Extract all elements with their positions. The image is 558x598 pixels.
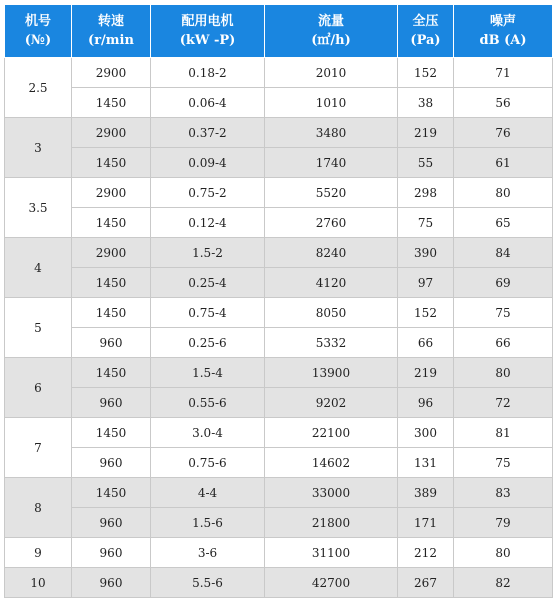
model-cell: 10 bbox=[5, 568, 72, 598]
table-row bbox=[5, 268, 553, 298]
header-model bbox=[5, 5, 72, 58]
model-cell: 5 bbox=[5, 298, 72, 358]
speed-cell: 960 bbox=[72, 568, 151, 598]
pressure-cell: 96 bbox=[398, 388, 454, 418]
table-row bbox=[5, 538, 553, 568]
fan-spec-table bbox=[4, 4, 553, 598]
motor-cell: 4-4 bbox=[151, 478, 265, 508]
model-cell: 8 bbox=[5, 478, 72, 538]
speed-cell: 1450 bbox=[72, 298, 151, 328]
motor-cell: 0.75-4 bbox=[151, 298, 265, 328]
flow-cell: 31100 bbox=[265, 538, 398, 568]
model-cell: 7 bbox=[5, 418, 72, 478]
header-pressure-unit: (Pa) bbox=[410, 33, 441, 48]
speed-cell: 1450 bbox=[72, 148, 151, 178]
speed-cell: 2900 bbox=[72, 178, 151, 208]
speed-cell: 2900 bbox=[72, 118, 151, 148]
table-row bbox=[5, 298, 553, 328]
speed-cell: 1450 bbox=[72, 418, 151, 448]
noise-cell: 72 bbox=[454, 388, 553, 418]
speed-cell: 2900 bbox=[72, 238, 151, 268]
table-row bbox=[5, 88, 553, 118]
noise-cell: 56 bbox=[454, 88, 553, 118]
flow-cell: 14602 bbox=[265, 448, 398, 478]
speed-cell: 1450 bbox=[72, 478, 151, 508]
flow-cell: 8050 bbox=[265, 298, 398, 328]
speed-cell: 960 bbox=[72, 328, 151, 358]
table-body bbox=[5, 58, 553, 598]
table-row bbox=[5, 388, 553, 418]
speed-cell: 1450 bbox=[72, 268, 151, 298]
speed-cell: 1450 bbox=[72, 208, 151, 238]
flow-cell: 33000 bbox=[265, 478, 398, 508]
speed-cell: 2900 bbox=[72, 58, 151, 88]
table-row bbox=[5, 238, 553, 268]
motor-cell: 0.37-2 bbox=[151, 118, 265, 148]
header-speed-name: 转速 bbox=[97, 14, 124, 29]
header-motor bbox=[151, 5, 265, 58]
flow-cell: 5520 bbox=[265, 178, 398, 208]
flow-cell: 42700 bbox=[265, 568, 398, 598]
model-cell: 3.5 bbox=[5, 178, 72, 238]
table-row bbox=[5, 58, 553, 88]
pressure-cell: 171 bbox=[398, 508, 454, 538]
motor-cell: 5.5-6 bbox=[151, 568, 265, 598]
model-cell: 6 bbox=[5, 358, 72, 418]
header-row bbox=[5, 5, 553, 58]
pressure-cell: 389 bbox=[398, 478, 454, 508]
flow-cell: 21800 bbox=[265, 508, 398, 538]
flow-cell: 9202 bbox=[265, 388, 398, 418]
pressure-cell: 390 bbox=[398, 238, 454, 268]
speed-cell: 960 bbox=[72, 538, 151, 568]
table-row bbox=[5, 358, 553, 388]
pressure-cell: 131 bbox=[398, 448, 454, 478]
header-flow-unit: (㎡/h) bbox=[311, 33, 351, 48]
noise-cell: 81 bbox=[454, 418, 553, 448]
noise-cell: 84 bbox=[454, 238, 553, 268]
header-model-unit: (№) bbox=[24, 33, 52, 48]
pressure-cell: 97 bbox=[398, 268, 454, 298]
noise-cell: 71 bbox=[454, 58, 553, 88]
flow-cell: 22100 bbox=[265, 418, 398, 448]
noise-cell: 76 bbox=[454, 118, 553, 148]
header-pressure-name: 全压 bbox=[412, 14, 439, 29]
table-row bbox=[5, 478, 553, 508]
motor-cell: 0.55-6 bbox=[151, 388, 265, 418]
pressure-cell: 152 bbox=[398, 58, 454, 88]
pressure-cell: 212 bbox=[398, 538, 454, 568]
speed-cell: 1450 bbox=[72, 358, 151, 388]
table-row bbox=[5, 148, 553, 178]
model-cell: 2.5 bbox=[5, 58, 72, 118]
header-motor-unit: (kW -P) bbox=[179, 33, 236, 48]
speed-cell: 960 bbox=[72, 388, 151, 418]
noise-cell: 80 bbox=[454, 178, 553, 208]
pressure-cell: 66 bbox=[398, 328, 454, 358]
flow-cell: 3480 bbox=[265, 118, 398, 148]
noise-cell: 75 bbox=[454, 298, 553, 328]
noise-cell: 65 bbox=[454, 208, 553, 238]
pressure-cell: 219 bbox=[398, 358, 454, 388]
table-row bbox=[5, 568, 553, 598]
motor-cell: 0.25-4 bbox=[151, 268, 265, 298]
noise-cell: 83 bbox=[454, 478, 553, 508]
table-row bbox=[5, 328, 553, 358]
header-model-name: 机号 bbox=[24, 14, 51, 29]
motor-cell: 0.25-6 bbox=[151, 328, 265, 358]
motor-cell: 0.12-4 bbox=[151, 208, 265, 238]
speed-cell: 960 bbox=[72, 448, 151, 478]
header-noise-unit: dB (A) bbox=[479, 33, 527, 48]
model-cell: 9 bbox=[5, 538, 72, 568]
noise-cell: 66 bbox=[454, 328, 553, 358]
pressure-cell: 300 bbox=[398, 418, 454, 448]
speed-cell: 1450 bbox=[72, 88, 151, 118]
header-motor-name: 配用电机 bbox=[181, 14, 234, 29]
noise-cell: 80 bbox=[454, 538, 553, 568]
noise-cell: 82 bbox=[454, 568, 553, 598]
table-row bbox=[5, 508, 553, 538]
flow-cell: 13900 bbox=[265, 358, 398, 388]
motor-cell: 1.5-2 bbox=[151, 238, 265, 268]
motor-cell: 0.18-2 bbox=[151, 58, 265, 88]
header-speed bbox=[72, 5, 151, 58]
flow-cell: 8240 bbox=[265, 238, 398, 268]
motor-cell: 3.0-4 bbox=[151, 418, 265, 448]
motor-cell: 0.75-6 bbox=[151, 448, 265, 478]
noise-cell: 69 bbox=[454, 268, 553, 298]
header-pressure bbox=[398, 5, 454, 58]
header-flow-name: 流量 bbox=[317, 14, 344, 29]
motor-cell: 0.09-4 bbox=[151, 148, 265, 178]
flow-cell: 1740 bbox=[265, 148, 398, 178]
model-cell: 3 bbox=[5, 118, 72, 178]
noise-cell: 80 bbox=[454, 358, 553, 388]
pressure-cell: 219 bbox=[398, 118, 454, 148]
header-flow bbox=[265, 5, 398, 58]
pressure-cell: 75 bbox=[398, 208, 454, 238]
table-row bbox=[5, 208, 553, 238]
noise-cell: 61 bbox=[454, 148, 553, 178]
header-noise-name: 噪声 bbox=[489, 14, 516, 29]
pressure-cell: 267 bbox=[398, 568, 454, 598]
header-noise bbox=[454, 5, 553, 58]
flow-cell: 2760 bbox=[265, 208, 398, 238]
pressure-cell: 55 bbox=[398, 148, 454, 178]
flow-cell: 1010 bbox=[265, 88, 398, 118]
noise-cell: 75 bbox=[454, 448, 553, 478]
motor-cell: 1.5-6 bbox=[151, 508, 265, 538]
motor-cell: 3-6 bbox=[151, 538, 265, 568]
model-cell: 4 bbox=[5, 238, 72, 298]
pressure-cell: 152 bbox=[398, 298, 454, 328]
flow-cell: 5332 bbox=[265, 328, 398, 358]
motor-cell: 0.06-4 bbox=[151, 88, 265, 118]
flow-cell: 4120 bbox=[265, 268, 398, 298]
flow-cell: 2010 bbox=[265, 58, 398, 88]
table-row bbox=[5, 118, 553, 148]
pressure-cell: 298 bbox=[398, 178, 454, 208]
motor-cell: 0.75-2 bbox=[151, 178, 265, 208]
header-speed-unit: (r/min bbox=[88, 33, 134, 48]
table-row bbox=[5, 178, 553, 208]
table-row bbox=[5, 448, 553, 478]
speed-cell: 960 bbox=[72, 508, 151, 538]
pressure-cell: 38 bbox=[398, 88, 454, 118]
table-row bbox=[5, 418, 553, 448]
motor-cell: 1.5-4 bbox=[151, 358, 265, 388]
noise-cell: 79 bbox=[454, 508, 553, 538]
